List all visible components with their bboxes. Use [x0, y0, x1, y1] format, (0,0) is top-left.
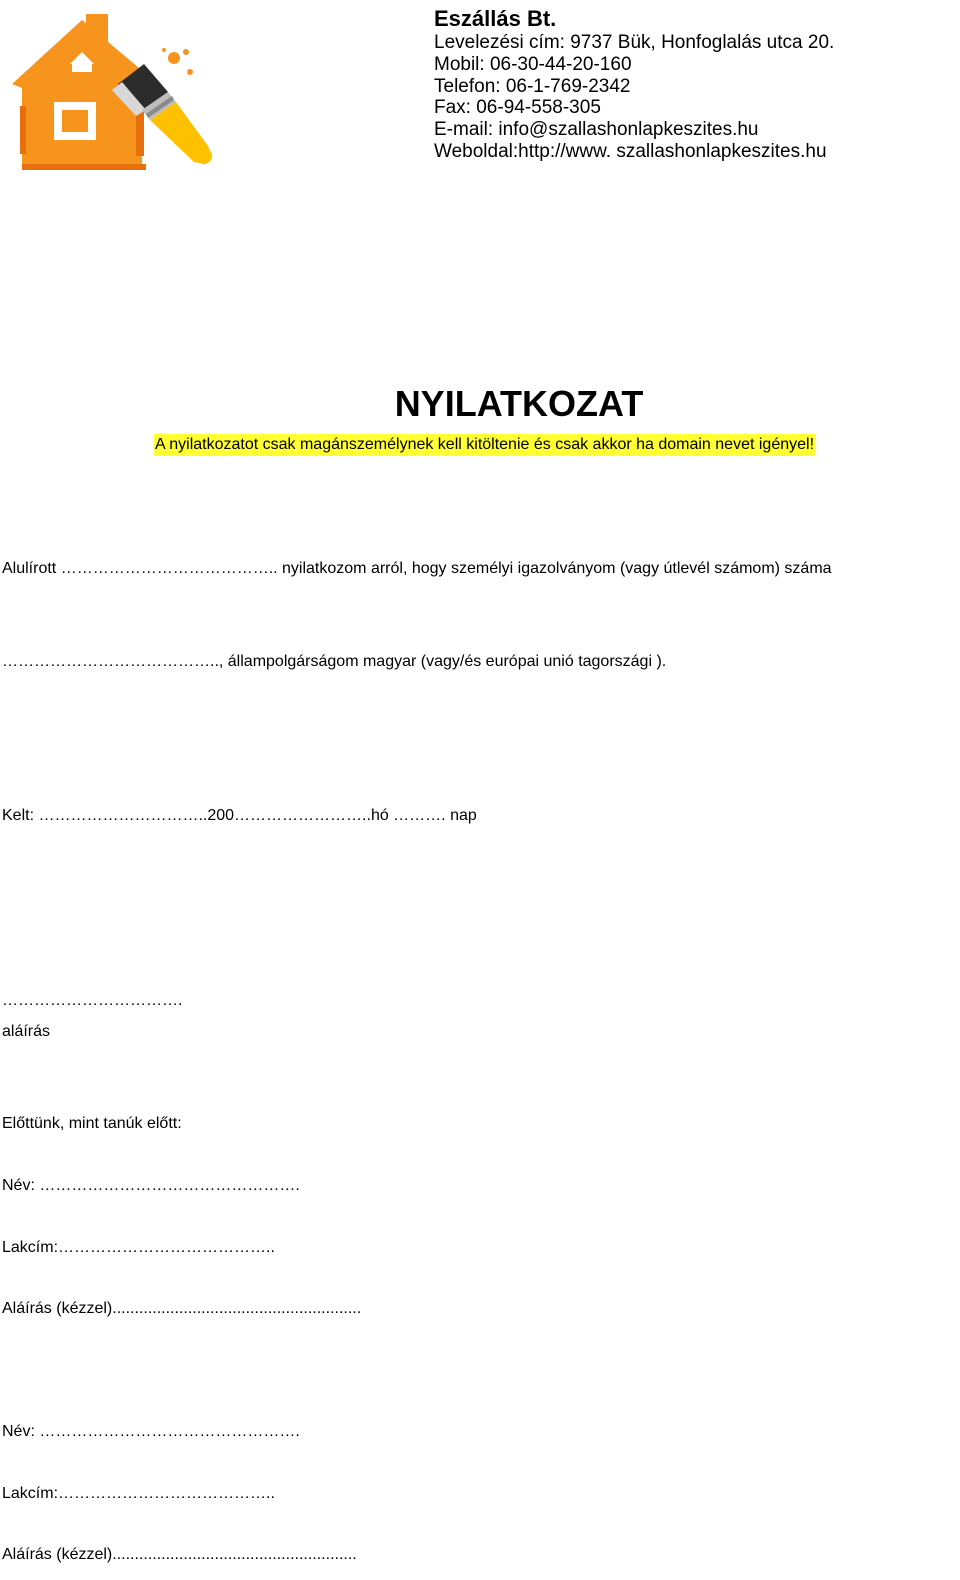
website-address: Weboldal:http://www. szallashonlapkeszites.hu	[434, 140, 827, 162]
date-line: Kelt: …………………………..200……………………..hó ………. nap	[2, 807, 477, 824]
fax-number: Fax: 06-94-558-305	[434, 97, 601, 119]
statement-line-1: Alulírott ………………………………….. nyilatkozom arról, hogy személyi igazolványom (vagy útlevél számom) száma	[2, 560, 832, 577]
mobile-number: Mobil: 06-30-44-20-160	[434, 53, 632, 75]
statement-line-2: ………………………………….., állampolgárságom magyar (vagy/és európai unió tagországi ).	[2, 653, 667, 670]
witness-2-name: Név: ………………………………………….	[2, 1423, 300, 1440]
company-name: Eszállás Bt.	[434, 6, 557, 31]
witness-2-address: Lakcím:…………………………………..	[2, 1485, 275, 1502]
signature-label: aláírás	[2, 1023, 51, 1040]
witnesses-heading: Előttünk, mint tanúk előtt:	[2, 1115, 182, 1132]
witness-1-signature: Aláírás (kézzel)........................................................	[2, 1300, 362, 1317]
phone-number: Telefon: 06-1-769-2342	[434, 75, 631, 97]
highlighted-notice: A nyilatkozatot csak magánszemélynek kell kitöltenie és csak akkor ha domain nevet igényel!	[154, 434, 815, 456]
company-info	[434, 6, 834, 163]
document-title: NYILATKOZAT	[394, 383, 644, 424]
witness-1-name: Név: ………………………………………….	[2, 1177, 300, 1194]
witness-1-address: Lakcím:…………………………………..	[2, 1239, 275, 1256]
witness-2-signature: Aláírás (kézzel).......................................................	[2, 1546, 357, 1563]
company-logo	[8, 6, 218, 176]
signature-dots: …………………………….	[2, 992, 183, 1009]
postal-address: Levelezési cím: 9737 Bük, Honfoglalás utca 20.	[434, 32, 835, 53]
email-address: E-mail: info@szallashonlapkeszites.hu	[434, 119, 759, 141]
